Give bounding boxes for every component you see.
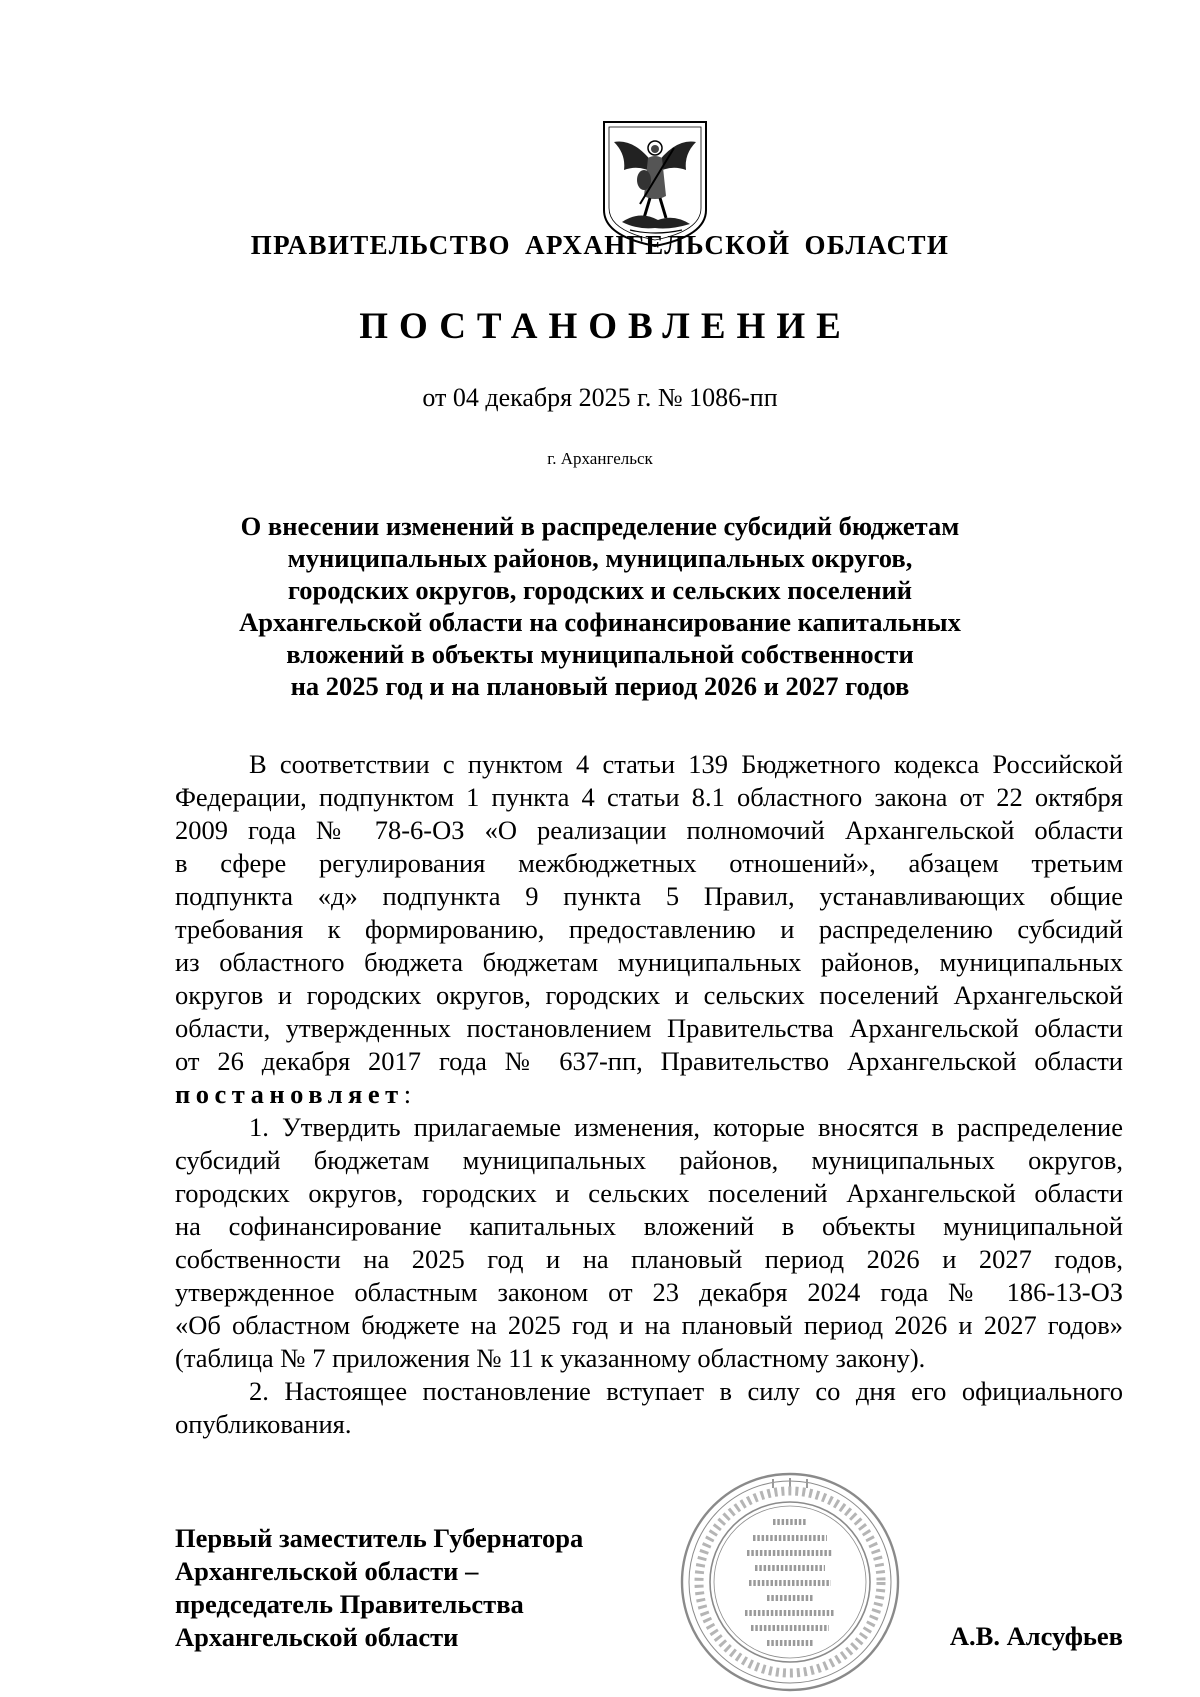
title-line: муниципальных районов, муниципальных округов,	[287, 543, 913, 573]
signer-position-line: Архангельской области	[175, 1622, 459, 1652]
item1-line: «Об областном бюджете на 2025 год и на плановый период 2026 и 2027 годов»	[175, 1310, 1123, 1340]
preamble-line: из областного бюджета бюджетам муниципальных районов, муниципальных	[175, 947, 1123, 977]
title-line: Архангельской области на софинансирование капитальных	[239, 607, 961, 637]
preamble-line: округов и городских округов, городских и сельских поселений Архангельской	[175, 980, 1123, 1010]
title-line: городских округов, городских и сельских поселений	[287, 575, 913, 605]
preamble-line: 2009 года № 78-6-ОЗ «О реализации полномочий Архангельской области	[175, 815, 1123, 845]
title-line: на 2025 год и на плановый период 2026 и 2027 годов	[290, 671, 910, 701]
resolves-line	[175, 1078, 1123, 1111]
title-line: вложений в объекты муниципальной собственности	[286, 639, 914, 669]
preamble-line: от 26 декабря 2017 года № 637-пп, Правительство Архангельской области	[175, 1046, 1123, 1076]
signer-position-line: председатель Правительства	[175, 1589, 524, 1619]
signer-position-line: Архангельской области –	[175, 1556, 479, 1586]
preamble-line: Федерации, подпунктом 1 пункта 4 статьи 8.1 областного закона от 22 октября	[175, 782, 1123, 812]
document-body	[175, 748, 1123, 1441]
item1-line: (таблица № 7 приложения № 11 к указанному областному закону).	[175, 1343, 926, 1373]
signer-name: А.В. Алсуфьев	[949, 1621, 1123, 1651]
item1-line: утвержденное областным законом от 23 декабря 2024 года № 186-13-ОЗ	[175, 1277, 1123, 1307]
signer-position	[175, 1522, 635, 1654]
item1-line: 1. Утвердить прилагаемые изменения, которые вносятся в распределение	[249, 1112, 1123, 1142]
resolves-word: постановляет	[175, 1079, 404, 1109]
signer-position-line: Первый заместитель Губернатора	[175, 1523, 584, 1553]
official-seal-stamp	[675, 1470, 905, 1695]
item1-line: собственности на 2025 год и на плановый период 2026 и 2027 годов,	[175, 1244, 1123, 1274]
preamble-line: в сфере регулирования межбюджетных отношений», абзацем третьим	[175, 848, 1123, 878]
document-city: г. Архангельск	[547, 449, 653, 468]
title-line: О внесении изменений в распределение субсидий бюджетам	[240, 511, 960, 541]
item2-line: опубликования.	[175, 1409, 352, 1439]
document-title	[200, 510, 1000, 702]
preamble-line: В соответствии с пунктом 4 статьи 139 Бюджетного кодекса Российской	[249, 749, 1123, 779]
preamble-line: требования к формированию, предоставлению и распределению субсидий	[175, 914, 1123, 944]
item2-line: 2. Настоящее постановление вступает в силу со дня его официального	[249, 1376, 1123, 1406]
item1-line: городских округов, городских и сельских поселений Архангельской области	[175, 1178, 1123, 1208]
document-date-number: от 04 декабря 2025 г. № 1086-пп	[422, 383, 778, 412]
preamble-line: области, утвержденных постановлением Правительства Архангельской области	[175, 1013, 1123, 1043]
preamble-line: подпункта «д» подпункта 9 пункта 5 Правил, устанавливающих общие	[175, 881, 1123, 911]
document-type: ПОСТАНОВЛЕНИЕ	[359, 306, 852, 347]
resolves-colon: :	[403, 1079, 412, 1109]
item1-line: на софинансирование капитальных вложений в объекты муниципальной	[175, 1211, 1123, 1241]
organization-name: ПРАВИТЕЛЬСТВО АРХАНГЕЛЬСКОЙ ОБЛАСТИ	[250, 230, 950, 260]
item1-line: субсидий бюджетам муниципальных районов, муниципальных округов,	[175, 1145, 1123, 1175]
